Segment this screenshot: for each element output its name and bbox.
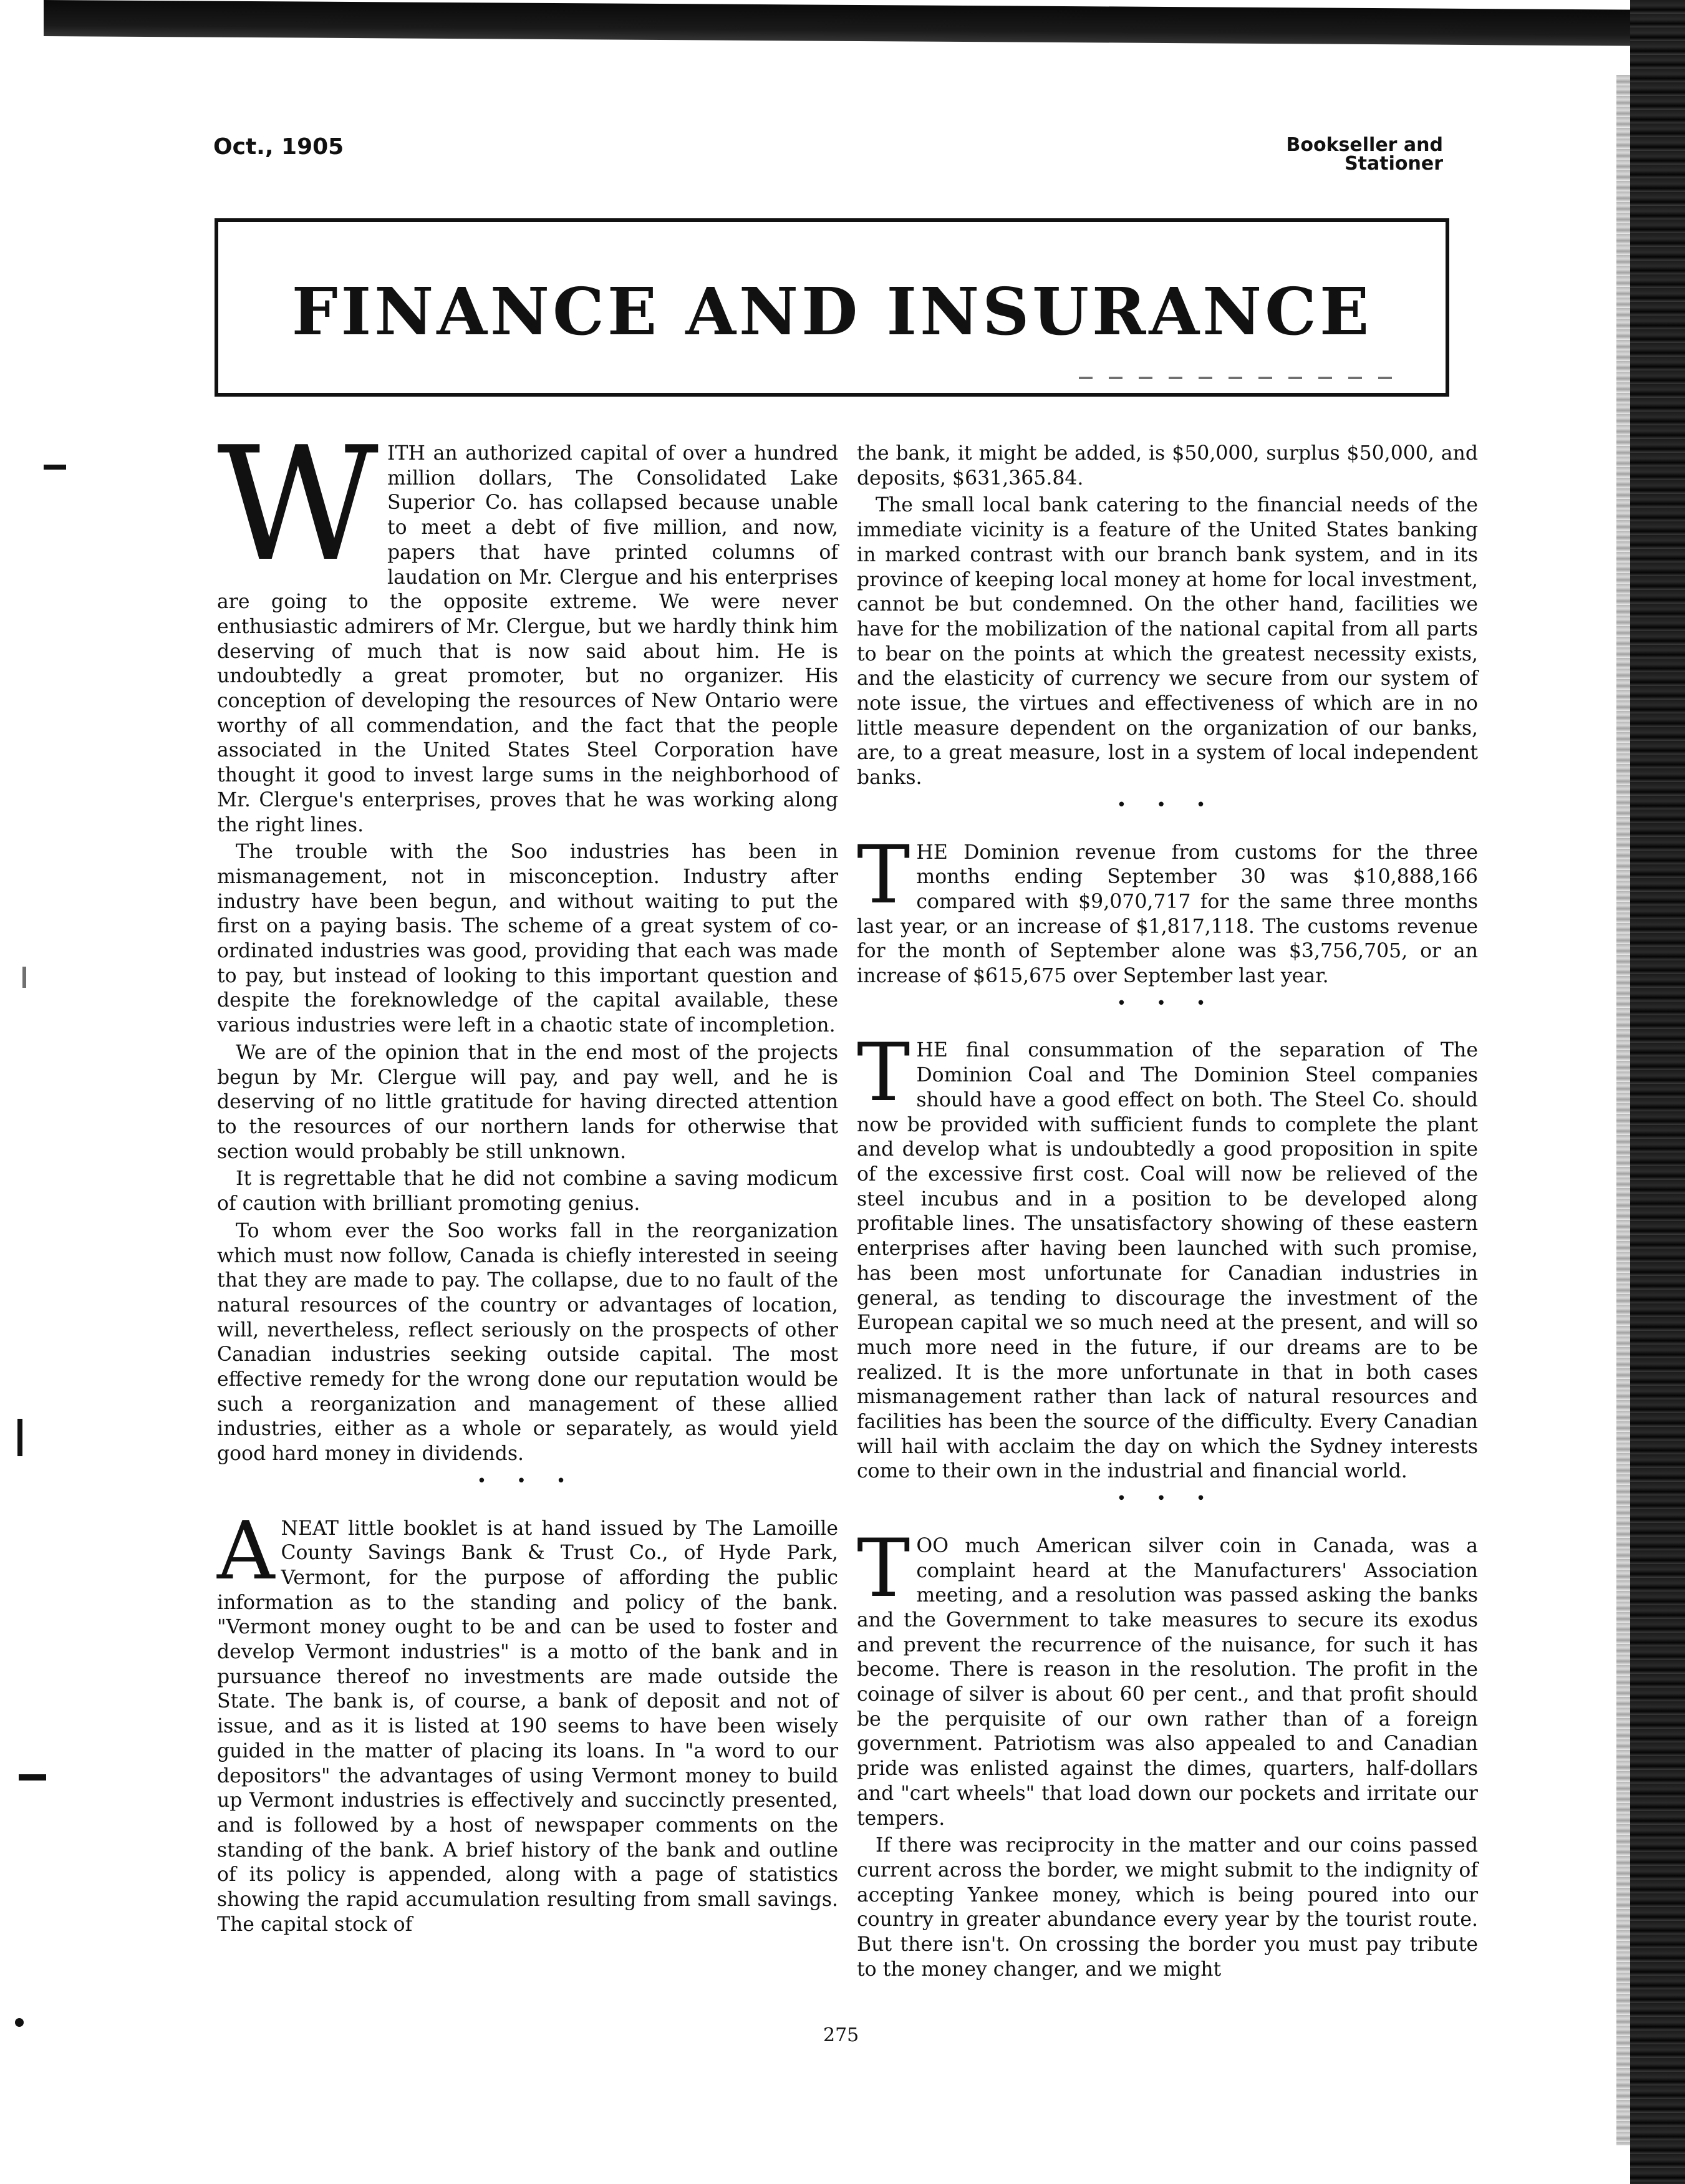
- scan-speck: [44, 465, 66, 470]
- article-paragraph: It is regrettable that he did not combine a saving modicum of caution with brilliant promoting genius.: [217, 1167, 838, 1215]
- publication-name-line2: Stationer: [1345, 153, 1443, 175]
- article-paragraph: If there was reciprocity in the matter and our coins passed current across the border, we might submit to the indignity of accepting Yankee money, which is being poured into our country in greater abundance every year by the tourist route. But there isn't. On crossing the border you must pay tribute to the money changer, and we might: [857, 1834, 1478, 1981]
- section-separator: • • •: [1116, 795, 1219, 814]
- paragraph-text: ITH an authorized capital of over a hundred million dollars, The Consolidated Lake Superior Co. has collapsed because unable to meet a debt of five million, and now, papers that have printed columns of laudation on Mr. Clergue and his enterprises are going to the opposite extreme. We were never enthusiastic admirers of Mr. Clergue, but we hardly think him deserving of much that is now said about him. He is undoubtedly a great promoter, but no organizer. His conception of developing the resources of New Ontario were worthy of all commendation, and the fact that the people associated in the United States Steel Corporation have thought it good to invest large sums in the neighborhood of Mr. Clergue's enterprises, proves that he was working along the right lines.: [217, 442, 838, 836]
- paragraph-text: HE final consummation of the separation of The Dominion Coal and The Dominion Steel companies should have a good effect on both. The Steel Co. should now be provided with sufficient funds to complete the plant and develop what is undoubtedly a good proposition in spite of the excessive first cost. Coal will now be relieved of the steel incubus and in a position to be developed along profitable lines. The unsatisfactory showing of these eastern enterprises after having been launched with such promise, has been most unfortunate for Canadian industries in general, as tending to discourage the investment of the European capital we so much need at the present, and will so much more need in the future, if our dreams are to be realized. It is the more unfortunate in that in both cases mismanagement rather than lack of natural resources and facilities has been the source of the difficulty. Every Canadian will hail with acclaim the day on which the Sydney interests come to their own in the industrial and financial world.: [857, 1039, 1478, 1483]
- section-separator: • • •: [1116, 993, 1219, 1013]
- page-number: 275: [823, 2024, 859, 2046]
- drop-cap: T: [857, 1027, 910, 1120]
- drop-cap: A: [217, 1504, 275, 1598]
- publication-name: [1287, 136, 1443, 173]
- drop-cap: W: [217, 413, 379, 596]
- publication-name-line1: Bookseller and: [1286, 134, 1443, 156]
- paragraph-text: OO much American silver coin in Canada, was a complaint heard at the Manufacturers' Association meeting, and a resolution was passed asking the banks and the Government to take measures to secure its exodus and prevent the recurrence of the nuisance, for such it has become. There is reason in the resolution. The profit in the coinage of silver is about 60 per cent., and that profit should be the perquisite of our own rather than of a foreign government. Patriotism was also appealed to and Canadian pride was enlisted against the dimes, quarters, half-dollars and "cart wheels" that load down our pockets and irritate our tempers.: [857, 1534, 1478, 1830]
- paragraph-text: HE Dominion revenue from customs for the three months ending September 30 was $10,888,166 compared with $9,070,717 for the same three months last year, or an increase of $1,817,118. The customs revenue for the month of September alone was $3,756,705, or an increase of $615,675 over September last year.: [857, 841, 1478, 988]
- scan-top-edge: [44, 0, 1685, 46]
- scan-speck: [17, 1419, 22, 1456]
- left-column: [217, 413, 838, 2026]
- article-paragraph: To whom ever the Soo works fall in the reorganization which must now follow, Canada is chiefly interested in seeing that they are made to pay. The collapse, due to no fault of the natural resources of the country or advantages of location, will, nevertheless, reflect seriously on the prospects of other Canadian industries seeking outside capital. The most effective remedy for the wrong done our reputation would be such a reorganization and management of these allied industries, either as a whole or separately, as would yield good hard money in dividends.: [217, 1219, 838, 1466]
- article-paragraph: [857, 1522, 1478, 1831]
- title-box: [215, 218, 1449, 397]
- page-title: FINANCE AND INSURANCE: [291, 273, 1373, 350]
- article-paragraph: [857, 1027, 1478, 1484]
- section-separator: • • •: [476, 1471, 579, 1491]
- article-paragraph: The small local bank catering to the financial needs of the immediate vicinity is a feature of the United States banking in marked contrast with our branch bank system, and in its province of keeping local money at home for local investment, cannot be but condemned. On the other hand, facilities we have for the mobilization of the national capital from all parts to bear on the points at which the greatest necessity exists, and the elasticity of currency we secure from our system of note issue, the virtues and effectiveness of which are in no little measure dependent on the organization of our banks, are, to a great measure, lost in a system of local independent banks.: [857, 494, 1478, 790]
- drop-cap: T: [857, 1522, 910, 1615]
- scan-speck: [15, 2018, 24, 2027]
- scan-speck: [19, 1774, 46, 1781]
- article-paragraph: We are of the opinion that in the end most of the projects begun by Mr. Clergue will pay, and pay well, and he is deserving of no little gratitude for having directed attention to the resources of our northern lands for otherwise that section would probably be still unknown.: [217, 1041, 838, 1163]
- article-paragraph: the bank, it might be added, is $50,000, surplus $50,000, and deposits, $631,365.84.: [857, 442, 1478, 490]
- scan-speck: [22, 967, 26, 988]
- article-paragraph: [217, 413, 838, 838]
- paragraph-text: NEAT little booklet is at hand issued by The Lamoille County Savings Bank & Trust Co., of Hyde Park, Vermont, for the purpose of affording the public information as to the standing and policy of the bank. "Vermont money ought to be and can be used to foster and develop Vermont industries" is a motto of the bank and in pursuance thereof no investments are made outside the State. The bank is, of course, a bank of deposit and not of issue, and as it is listed at 190 seems to have been wisely guided in the matter of placing its loans. In "a word to our depositors" the advantages of using Vermont money to build up Vermont industries is effectively and succinctly presented, and is followed by a host of newspaper comments on the standing of the bank. A brief history of the bank and outline of its policy is appended, along with a page of statistics showing the rapid accumulation resulting from small savings. The capital stock of: [217, 1517, 838, 1936]
- right-column: [857, 442, 1478, 2026]
- article-paragraph: The trouble with the Soo industries has been in mismanagement, not in misconception. Industry after industry have been begun, and without waiting to put the first on a paying basis. The scheme of a great system of co-ordinated industries was good, providing that each was made to pay, but instead of looking to this important question and despite the foreknowledge of the capital available, these various industries were left in a chaotic state of incompletion.: [217, 841, 838, 1037]
- drop-cap: T: [857, 828, 910, 922]
- article-paragraph: [857, 828, 1478, 989]
- scan-binding-shadow: [1616, 75, 1630, 2145]
- issue-date: Oct., 1905: [213, 134, 344, 160]
- section-separator: • • •: [1116, 1489, 1219, 1509]
- article-paragraph: [217, 1504, 838, 1938]
- title-box-dash-marks: [1079, 377, 1403, 379]
- scan-right-edge: [1630, 0, 1685, 2184]
